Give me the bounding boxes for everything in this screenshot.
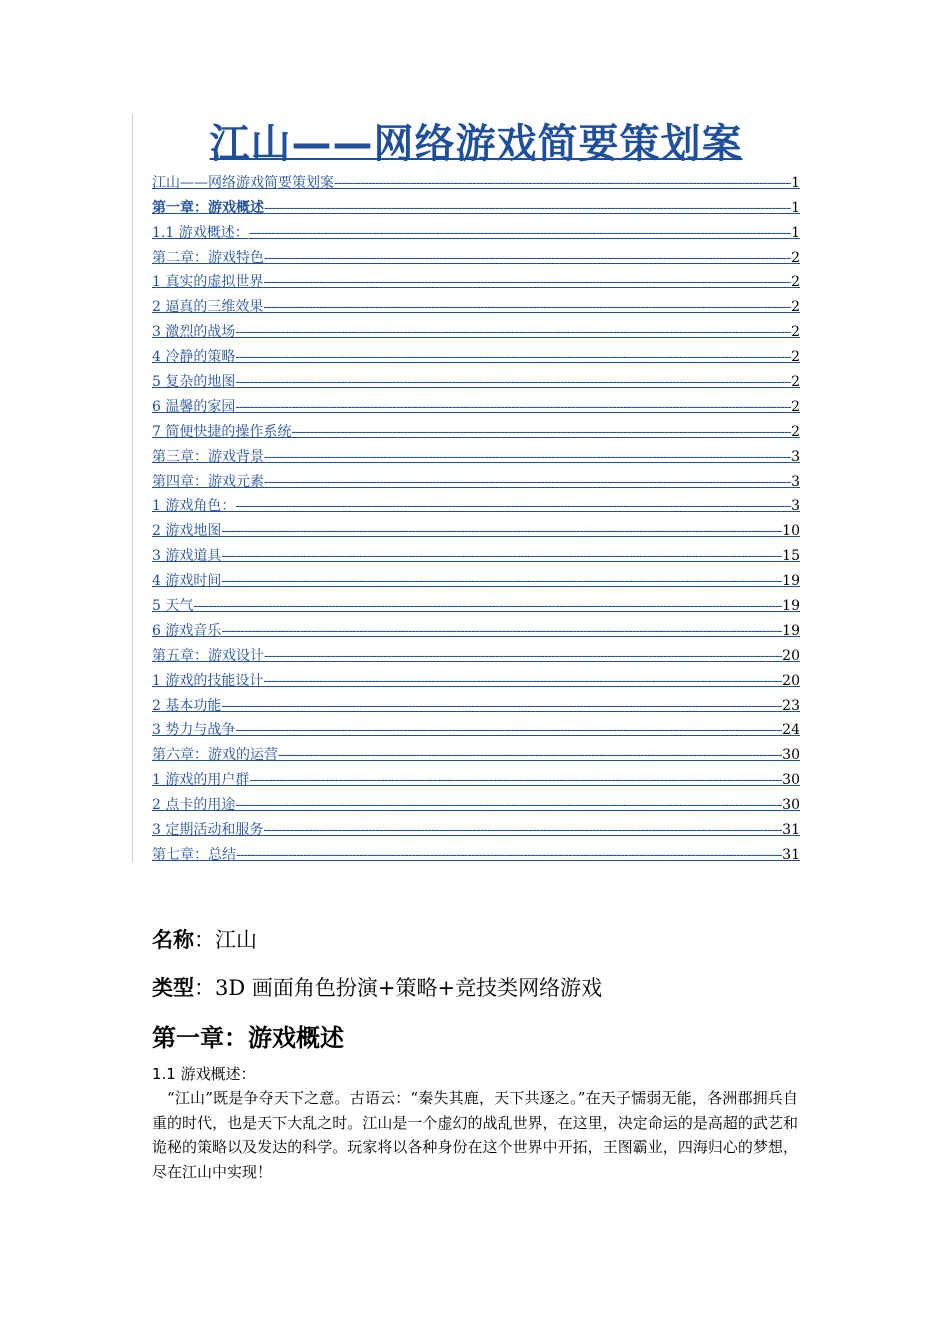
toc-entry-label: 6 游戏音乐 (152, 622, 222, 639)
toc-entry-label: 3 激烈的战场 (152, 324, 236, 341)
toc-entry-label: 5 天气 (152, 598, 194, 615)
chapter-heading: 第一章：游戏概述 (152, 1024, 344, 1052)
toc-entry[interactable] (152, 342, 800, 367)
toc-entry-page: 2 (791, 398, 800, 415)
toc-entry[interactable] (152, 840, 800, 865)
toc-entry[interactable] (152, 641, 800, 666)
toc-entry-page: 2 (791, 374, 800, 391)
toc-border-line (132, 114, 133, 862)
toc-leader (235, 397, 791, 417)
toc-entry-label: 1 游戏的用户群 (152, 772, 250, 789)
toc-entry-page: 30 (782, 797, 800, 814)
toc-leader (264, 646, 782, 666)
document-title[interactable]: 江山——网络游戏简要策划案 (209, 121, 743, 167)
toc-entry[interactable] (152, 442, 800, 467)
toc-entry-page: 20 (782, 647, 800, 664)
toc-entry[interactable] (152, 616, 800, 641)
toc-entry-page: 1 (791, 199, 800, 216)
toc-leader (236, 845, 782, 865)
toc-entry-label: 第七章：总结 (152, 846, 236, 863)
toc-leader (235, 322, 791, 342)
toc-entry-label: 第五章：游戏设计 (152, 647, 264, 664)
toc-leader (221, 571, 782, 591)
toc-entry[interactable] (152, 168, 800, 193)
toc-entry-label: 2 点卡的用途 (152, 797, 236, 814)
toc-entry-page: 3 (791, 448, 800, 465)
name-value: ：江山 (194, 928, 257, 952)
type-field (152, 974, 602, 1002)
toc-entry[interactable] (152, 815, 800, 840)
toc-entry[interactable] (152, 193, 800, 218)
toc-entry-page: 24 (782, 722, 800, 739)
toc-leader (264, 198, 791, 218)
toc-leader (263, 671, 782, 691)
toc-entry-page: 19 (782, 598, 800, 615)
toc-entry-label: 第三章：游戏背景 (152, 448, 264, 465)
toc-entry-page: 30 (782, 747, 800, 764)
toc-entry-page: 2 (791, 299, 800, 316)
toc-entry[interactable] (152, 392, 800, 417)
name-label: 名称 (152, 928, 194, 952)
toc-entry[interactable] (152, 417, 800, 442)
toc-entry-label: 江山——网络游戏简要策划案 (152, 174, 334, 191)
toc-leader (264, 447, 791, 467)
toc-entry[interactable] (152, 367, 800, 392)
toc-entry-label: 1 真实的虚拟世界 (152, 274, 264, 291)
toc-leader (221, 621, 782, 641)
toc-entry-label: 7 简便快捷的操作系统 (152, 423, 292, 440)
toc-leader (264, 248, 791, 268)
type-value: ：3D 画面角色扮演+策略+竞技类网络游戏 (194, 976, 603, 1000)
toc-entry-page: 2 (791, 324, 800, 341)
toc-entry-page: 1 (791, 224, 800, 241)
toc-entry-page: 2 (791, 249, 800, 266)
toc-entry-label: 第六章：游戏的运营 (152, 747, 278, 764)
toc-leader (235, 347, 791, 367)
toc-entry[interactable] (152, 467, 800, 492)
table-of-contents (152, 168, 800, 865)
toc-entry[interactable] (152, 317, 800, 342)
toc-entry-page: 3 (791, 473, 800, 490)
toc-leader (249, 770, 782, 790)
toc-leader (235, 372, 791, 392)
toc-entry[interactable] (152, 591, 800, 616)
toc-entry-page: 15 (782, 548, 800, 565)
toc-entry-page: 19 (782, 573, 800, 590)
toc-entry-label: 1.1 游戏概述： (152, 224, 249, 241)
toc-leader (263, 820, 782, 840)
toc-entry[interactable] (152, 691, 800, 716)
toc-entry-label: 第一章：游戏概述 (152, 199, 264, 216)
toc-entry[interactable] (152, 268, 800, 293)
toc-entry-label: 第四章：游戏元素 (152, 473, 264, 490)
toc-entry-label: 5 复杂的地图 (152, 374, 236, 391)
toc-entry-page: 30 (782, 772, 800, 789)
toc-entry-label: 1 游戏角色： (152, 498, 236, 515)
toc-leader (193, 596, 782, 616)
toc-entry-page: 2 (791, 423, 800, 440)
toc-entry-page: 1 (791, 174, 800, 191)
toc-entry[interactable] (152, 740, 800, 765)
toc-leader (235, 795, 782, 815)
toc-leader (263, 272, 791, 292)
toc-entry[interactable] (152, 243, 800, 268)
toc-leader (235, 720, 782, 740)
toc-leader (334, 173, 791, 193)
toc-entry-page: 20 (782, 672, 800, 689)
toc-entry-page: 10 (782, 523, 800, 540)
toc-leader (221, 546, 782, 566)
toc-entry-label: 6 温馨的家园 (152, 398, 236, 415)
toc-entry[interactable] (152, 666, 800, 691)
toc-entry-page: 23 (782, 697, 800, 714)
toc-entry-page: 3 (791, 498, 800, 515)
section-heading: 1.1 游戏概述： (152, 1065, 256, 1083)
toc-entry-label: 2 游戏地图 (152, 523, 222, 540)
toc-leader (278, 745, 782, 765)
toc-entry[interactable] (152, 765, 800, 790)
toc-entry[interactable] (152, 492, 800, 517)
toc-leader (263, 297, 791, 317)
toc-leader (235, 496, 791, 516)
toc-entry[interactable] (152, 716, 800, 741)
overview-paragraph: “江山”既是争夺天下之意。古语云：“秦失其鹿，天下共逐之。”在天子懦弱无能，各洲郡拥兵自重的时代，也是天下大乱之时。江山是一个虚幻的战乱世界，在这里，决定命运的是高超的武艺和诡秘的策略以及发达的科学。玩家将以各种身份在这个世界中开拓，王图霸业，四海归心的梦想，尽在江山中实现！ (152, 1089, 798, 1181)
toc-entry-label: 2 逼真的三维效果 (152, 299, 264, 316)
toc-leader (221, 521, 782, 541)
toc-entry-page: 2 (791, 274, 800, 291)
toc-leader (291, 422, 791, 442)
toc-entry[interactable] (152, 292, 800, 317)
toc-entry-label: 2 基本功能 (152, 697, 222, 714)
toc-entry-label: 3 势力与战争 (152, 722, 236, 739)
toc-entry-label: 第二章：游戏特色 (152, 249, 264, 266)
toc-entry-label: 1 游戏的技能设计 (152, 672, 264, 689)
toc-leader (249, 223, 791, 243)
type-label: 类型 (152, 976, 194, 1000)
toc-entry[interactable] (152, 541, 800, 566)
toc-entry[interactable] (152, 790, 800, 815)
toc-entry-page: 2 (791, 349, 800, 366)
toc-entry-label: 4 冷静的策略 (152, 349, 236, 366)
toc-entry[interactable] (152, 566, 800, 591)
toc-leader (264, 472, 791, 492)
toc-leader (221, 696, 782, 716)
toc-entry-label: 4 游戏时间 (152, 573, 222, 590)
toc-entry-label: 3 游戏道具 (152, 548, 222, 565)
name-field (152, 926, 257, 954)
toc-entry-page: 19 (782, 622, 800, 639)
toc-entry-page: 31 (782, 846, 800, 863)
toc-entry-page: 31 (782, 822, 800, 839)
toc-entry[interactable] (152, 218, 800, 243)
toc-entry[interactable] (152, 516, 800, 541)
toc-entry-label: 3 定期活动和服务 (152, 822, 264, 839)
